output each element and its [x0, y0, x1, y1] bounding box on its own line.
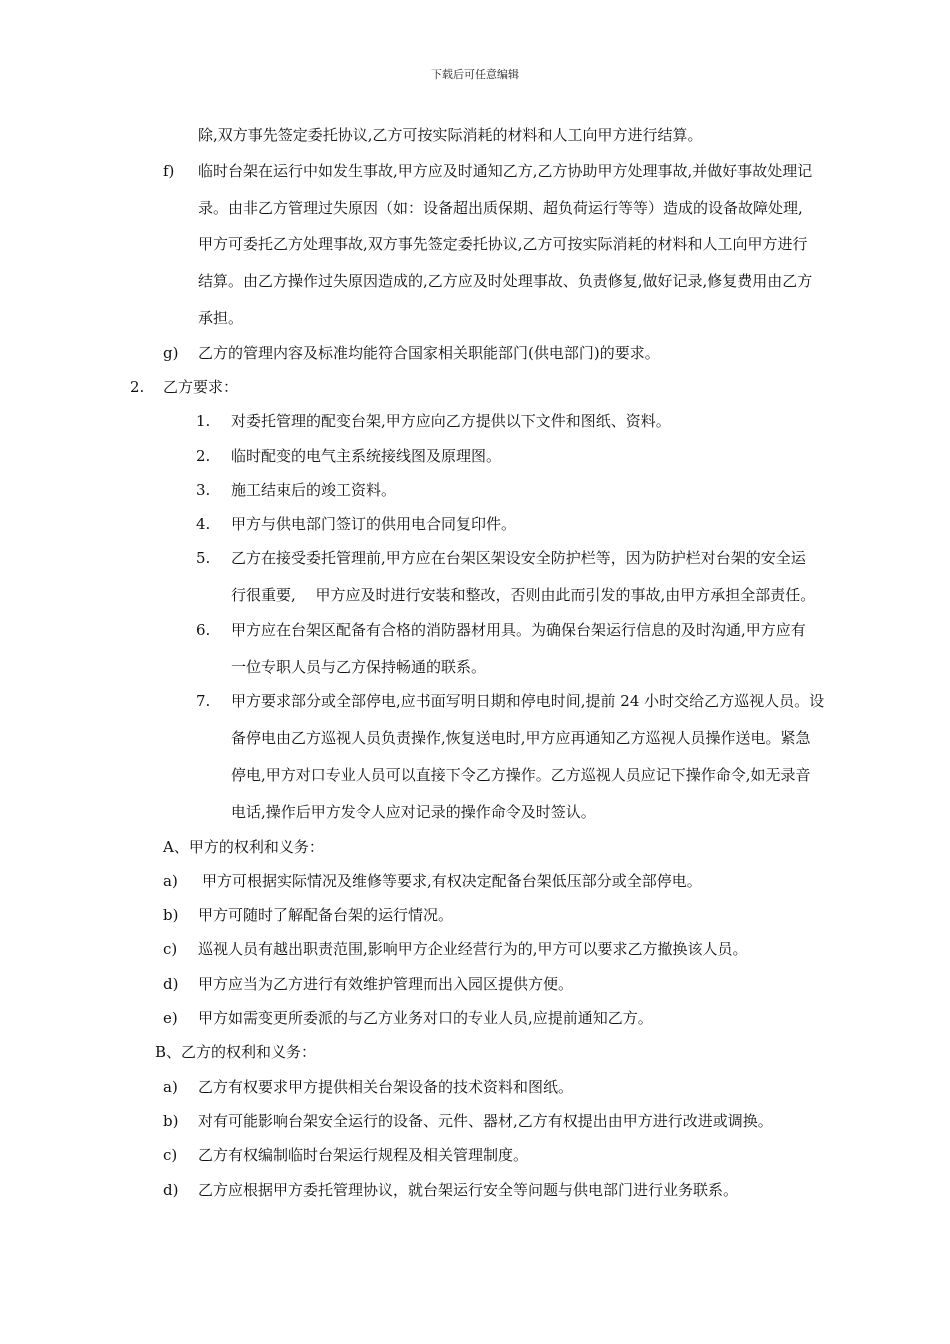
list-item: 甲方可随时了解配备台架的运行情况。 — [198, 906, 454, 924]
paragraph-line: 承担。 — [198, 309, 244, 327]
list-marker-f: f) — [163, 162, 175, 180]
list-item-continuation: 电话,操作后甲方发令人应对记录的操作命令及时签认。 — [231, 803, 596, 821]
list-item: 对有可能影响台架安全运行的设备、元件、器材,乙方有权提出由甲方进行改进或调换。 — [198, 1112, 773, 1130]
subsection-heading-a: A、甲方的权利和义务： — [163, 838, 324, 856]
list-marker-d: d) — [163, 975, 179, 993]
list-item: 乙方有权编制临时台架运行规程及相关管理制度。 — [198, 1146, 529, 1164]
list-marker-e: e) — [163, 1009, 178, 1027]
paragraph-line: 除,双方事先签定委托协议,乙方可按实际消耗的材料和人工向甲方进行结算。 — [198, 126, 703, 144]
list-marker-7: 7. — [196, 692, 211, 710]
list-item: 甲方应当为乙方进行有效维护管理而出入园区提供方便。 — [198, 975, 574, 993]
list-item: 巡视人员有越出职责范围,影响甲方企业经营行为的,甲方可以要求乙方撤换该人员。 — [198, 940, 748, 958]
page-header: 下载后可任意编辑 — [431, 68, 519, 81]
list-marker-b: b) — [163, 1112, 179, 1130]
list-marker-a: a) — [163, 1078, 178, 1096]
list-marker-a: a) — [163, 872, 178, 890]
list-item: 甲方与供电部门签订的供用电合同复印件。 — [231, 515, 517, 533]
list-item: 对委托管理的配变台架,甲方应向乙方提供以下文件和图纸、资料。 — [231, 412, 671, 430]
paragraph-line: 临时台架在运行中如发生事故,甲方应及时通知乙方,乙方协助甲方处理事故,并做好事故处理记 — [198, 162, 813, 180]
list-item: 甲方如需变更所委派的与乙方业务对口的专业人员,应提前通知乙方。 — [198, 1009, 653, 1027]
list-marker-c: c) — [163, 1146, 178, 1164]
list-item: 乙方有权要求甲方提供相关台架设备的技术资料和图纸。 — [198, 1078, 574, 1096]
section-number: 2. — [130, 378, 145, 396]
list-item: 甲方要求部分或全部停电,应书面写明日期和停电时间,提前 24 小时交给乙方巡视人员。设 — [231, 692, 825, 710]
subsection-heading-b: B、乙方的权利和义务： — [155, 1043, 317, 1061]
list-item: 施工结束后的竣工资料。 — [231, 481, 397, 499]
paragraph-line: 录。由非乙方管理过失原因（如：设备超出质保期、超负荷运行等等）造成的设备故障处理, — [198, 199, 803, 217]
list-item: 临时配变的电气主系统接线图及原理图。 — [231, 447, 502, 465]
list-item-continuation: 行很重要, 甲方应及时进行安装和整改，否则由此而引发的事故,由甲方承担全部责任。 — [231, 586, 816, 604]
list-item: 乙方应根据甲方委托管理协议，就台架运行安全等问题与供电部门进行业务联系。 — [198, 1181, 739, 1199]
paragraph-line: 结算。由乙方操作过失原因造成的,乙方应及时处理事故、负责修复,做好记录,修复费用由乙方 — [198, 272, 813, 290]
list-marker-6: 6. — [196, 621, 211, 639]
list-marker-4: 4. — [196, 515, 211, 533]
list-marker-1: 1. — [196, 412, 211, 430]
list-item-continuation: 停电,甲方对口专业人员可以直接下令乙方操作。乙方巡视人员应记下操作命令,如无录音 — [231, 766, 811, 784]
list-item: 甲方应在台架区配备有合格的消防器材用具。为确保台架运行信息的及时沟通,甲方应有 — [231, 621, 806, 639]
list-marker-g: g) — [163, 344, 179, 362]
list-marker-5: 5. — [196, 549, 211, 567]
list-item: 乙方在接受委托管理前,甲方应在台架区架设安全防护栏等，因为防护栏对台架的安全运 — [231, 549, 806, 567]
list-marker-b: b) — [163, 906, 179, 924]
list-marker-2: 2. — [196, 447, 211, 465]
list-marker-3: 3. — [196, 481, 211, 499]
list-item-continuation: 备停电由乙方巡视人员负责操作,恢复送电时,甲方应再通知乙方巡视人员操作送电。紧急 — [231, 729, 811, 747]
section-heading: 乙方要求： — [163, 378, 239, 396]
list-marker-d: d) — [163, 1181, 179, 1199]
list-marker-c: c) — [163, 940, 178, 958]
list-item-continuation: 一位专职人员与乙方保持畅通的联系。 — [231, 658, 487, 676]
list-item: 甲方可根据实际情况及维修等要求,有权决定配备台架低压部分或全部停电。 — [202, 872, 702, 890]
paragraph-line: 甲方可委托乙方处理事故,双方事先签定委托协议,乙方可按实际消耗的材料和人工向甲方进行 — [198, 235, 808, 253]
paragraph-line: 乙方的管理内容及标准均能符合国家相关职能部门(供电部门)的要求。 — [198, 344, 660, 362]
